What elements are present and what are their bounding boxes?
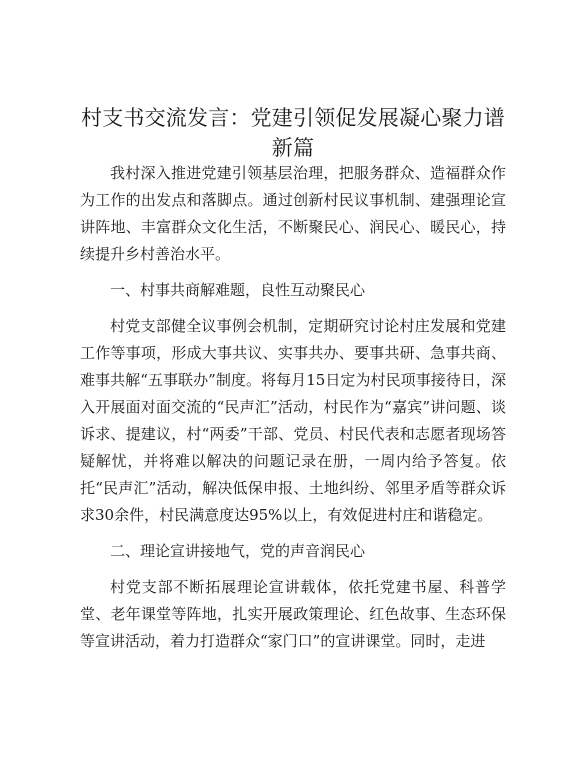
section-2-paragraph: 村党支部不断拓展理论宣讲载体，依托党建书屋、科普学堂、老年课堂等阵地，扎实开展政策理论、红色故事、生态环保等宣讲活动，着力打造群众“家门口”的宣讲课堂。同时，走进: [80, 578, 506, 650]
document-title: 村支书交流发言：党建引领促发展凝心聚力谱新篇: [81, 106, 505, 160]
document-body: [80, 160, 506, 664]
section-heading-2: 二、理论宣讲接地气，党的声音润民心: [110, 542, 366, 560]
section-heading-1: 一、村事共商解难题，良性互动聚民心: [110, 281, 366, 299]
intro-paragraph: 我村深入推进党建引领基层治理，把服务群众、造福群众作为工作的出发点和落脚点。通过创新村民议事机制、建强理论宣讲阵地、丰富群众文化生活，不断聚民心、润民心、暖民心，持续提升乡村善治水平。: [80, 164, 506, 263]
section-1-paragraph: 村党支部健全议事例会机制，定期研究讨论村庄发展和党建工作等事项，形成大事共议、实事共办、要事共研、急事共商、难事共解“五事联办”制度。将每月15日定为村民项事接待日，深入开展面对面交流的“民声汇”活动，村民作为“嘉宾”讲问题、谈诉求、提建议，村“两委”干部、党员、村民代表和志愿者现场答疑解忧，并将难以解决的问题记录在册，一周内给予答复。依托“民声汇”活动，解决低保申报、土地纠纷、邻里矛盾等群众诉求30余件，村民满意度达95%以上，有效促进村庄和谐稳定。: [80, 317, 506, 524]
